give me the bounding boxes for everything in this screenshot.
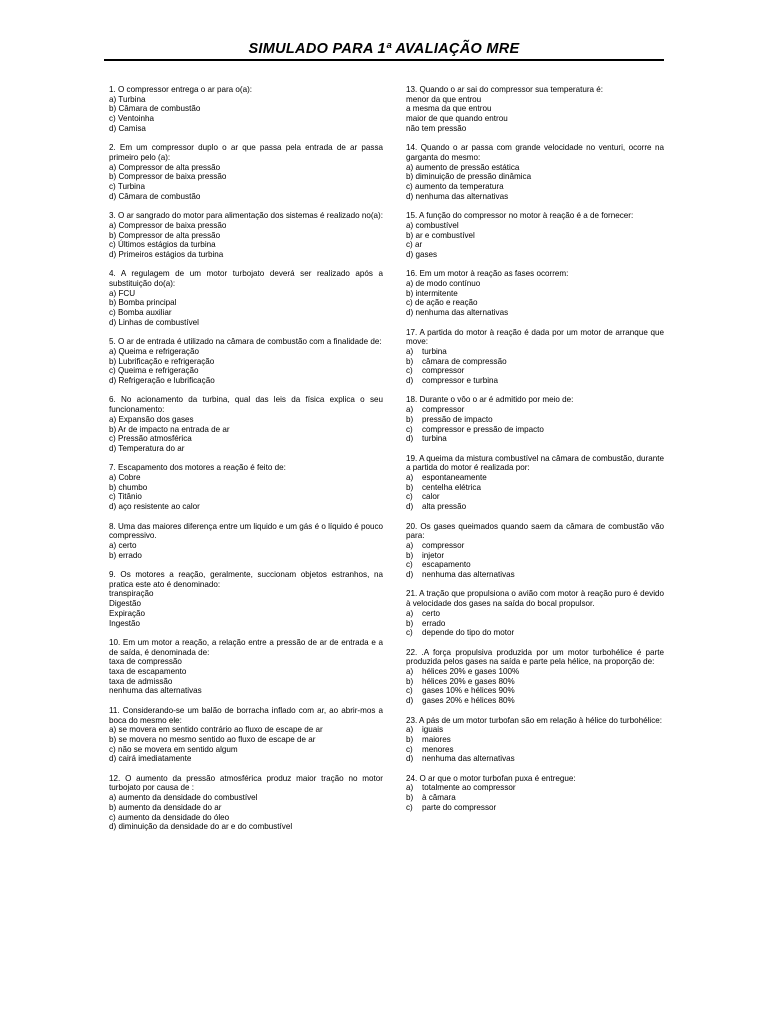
option-text: compressor <box>422 366 465 376</box>
question-block <box>406 648 664 706</box>
answer-option <box>109 114 383 124</box>
answer-option <box>406 541 664 551</box>
answer-option <box>109 318 383 328</box>
option-text: a) de modo contínuo <box>406 279 481 289</box>
answer-option <box>406 289 664 299</box>
answer-option <box>109 686 383 696</box>
question-block <box>109 638 383 696</box>
option-text: pressão de impacto <box>422 414 493 424</box>
option-text: a) Compressor de baixa pressão <box>109 220 227 230</box>
answer-option <box>406 376 664 386</box>
option-text: d) nenhuma das alternativas <box>406 308 509 318</box>
answer-option <box>406 308 664 318</box>
option-text: a) Expansão dos gases <box>109 414 194 424</box>
answer-option <box>109 434 383 444</box>
option-letter: a) <box>406 540 414 550</box>
option-text: a mesma da que entrou <box>406 104 492 114</box>
question-stem: 14. Quando o ar passa com grande velocidade no venturi, ocorre na garganta do mesmo: <box>406 143 664 162</box>
option-text: taxa de admissão <box>109 676 173 686</box>
answer-option <box>406 357 664 367</box>
answer-option <box>109 725 383 735</box>
answer-option <box>109 221 383 231</box>
answer-option <box>406 425 664 435</box>
option-letter: c) <box>406 492 413 502</box>
answer-option <box>109 104 383 114</box>
answer-option <box>109 492 383 502</box>
question-stem: 17. A partida do motor à reação é dada por um motor de arranque que move: <box>406 327 664 347</box>
option-letter: c) <box>406 366 413 376</box>
question-block <box>109 570 383 628</box>
option-letter: a) <box>406 667 414 677</box>
question-stem: 19. A queima da mistura combustível na câmara de combustão, durante a partida do motor é realizada por: <box>406 453 664 473</box>
option-text: c) ar <box>406 240 423 250</box>
answer-option <box>406 114 664 124</box>
option-text: espontaneamente <box>422 473 487 483</box>
option-letter: c) <box>406 628 413 638</box>
answer-option <box>109 541 383 551</box>
option-text: a) FCU <box>109 288 136 298</box>
option-text: maior de que quando entrou <box>406 114 508 124</box>
answer-option <box>109 735 383 745</box>
option-text: compressor e pressão de impacto <box>422 424 544 434</box>
answer-option <box>406 735 664 745</box>
option-text: câmara de compressão <box>422 356 507 366</box>
option-text: b) intermitente <box>406 288 458 298</box>
right-column <box>406 85 664 822</box>
question-stem: 12. O aumento da pressão atmosférica produz maior tração no motor turbojato por causa de : <box>109 773 383 793</box>
answer-option <box>109 240 383 250</box>
option-text: a) Cobre <box>109 473 141 483</box>
question-block <box>109 337 383 386</box>
answer-option <box>406 803 664 813</box>
option-text: b) Compressor de baixa pressão <box>109 172 227 182</box>
option-text: b) aumento da densidade do ar <box>109 802 222 812</box>
option-text: nenhuma das alternativas <box>422 570 515 580</box>
option-text: d) Temperatura do ar <box>109 443 185 453</box>
question-stem: 21. A tração que propulsiona o avião com motor à reação puro é devido à velocidade dos gases na saída do bocal propulsor. <box>406 589 664 609</box>
option-text: d) Linhas de combustível <box>109 317 199 327</box>
question-stem: 9. Os motores a reação, geralmente, succionam objetos estranhos, na pratica este ato é denominado: <box>109 570 383 589</box>
answer-option <box>109 609 383 619</box>
title-underline <box>104 59 664 61</box>
answer-option <box>406 347 664 357</box>
answer-option <box>109 357 383 367</box>
answer-option <box>109 289 383 299</box>
answer-option <box>406 279 664 289</box>
option-text: certo <box>422 608 440 618</box>
option-letter: c) <box>406 744 413 754</box>
question-block <box>109 211 383 260</box>
answer-option <box>406 182 664 192</box>
option-text: c) de ação e reação <box>406 298 478 308</box>
answer-option <box>406 240 664 250</box>
option-text: Digestão <box>109 599 141 609</box>
option-text: totalmente ao compressor <box>422 783 516 793</box>
question-stem: 11. Considerando-se um balão de borracha inflado com ar, ao abrir-mos a boca do mesmo ele: <box>109 705 383 725</box>
answer-option <box>406 366 664 376</box>
question-stem: 1. O compressor entrega o ar para o(a): <box>109 85 253 94</box>
question-block <box>406 328 664 386</box>
option-text: alta pressão <box>422 502 467 512</box>
answer-option <box>109 483 383 493</box>
option-text: b) Câmara de combustão <box>109 104 201 114</box>
option-letter: a) <box>406 346 414 356</box>
answer-option <box>406 667 664 677</box>
option-text: d) Refrigeração e lubrificação <box>109 376 215 386</box>
option-text: gases 10% e hélices 90% <box>422 686 515 696</box>
question-block <box>406 522 664 580</box>
answer-option <box>406 104 664 114</box>
answer-option <box>406 551 664 561</box>
question-block <box>109 706 383 764</box>
answer-option <box>406 502 664 512</box>
option-text: taxa de escapamento <box>109 667 187 677</box>
answer-option <box>109 551 383 561</box>
option-text: d) Camisa <box>109 123 146 133</box>
answer-option <box>109 347 383 357</box>
option-letter: b) <box>406 676 414 686</box>
question-stem: 5. O ar de entrada é utilizado na câmara de combustão com a finalidade de: <box>109 337 382 347</box>
answer-option <box>109 124 383 134</box>
answer-option <box>406 434 664 444</box>
answer-option <box>406 745 664 755</box>
option-text: b) se movera no mesmo sentido ao fluxo de escape de ar <box>109 734 316 744</box>
answer-option <box>406 231 664 241</box>
answer-option <box>109 182 383 192</box>
option-letter: d) <box>406 754 414 764</box>
option-text: c) não se movera em sentido algum <box>109 744 238 754</box>
option-letter: d) <box>406 502 414 512</box>
question-stem: 2. Em um compressor duplo o ar que passa pela entrada de ar passa primeiro pelo (a): <box>109 143 383 162</box>
question-stem: 4. A regulagem de um motor turbojato deverá ser realizado após a substituição do(a): <box>109 269 383 289</box>
option-text: nenhuma das alternativas <box>422 754 515 764</box>
question-stem: 3. O ar sangrado do motor para alimentação dos sistemas é realizado no(a): <box>109 211 383 221</box>
option-text: não tem pressão <box>406 123 467 133</box>
option-text: hélices 20% e gases 100% <box>422 667 520 677</box>
question-block <box>406 211 664 260</box>
option-text: d) aço resistente ao calor <box>109 502 200 512</box>
option-text: b) Ar de impacto na entrada de ar <box>109 424 230 434</box>
option-text: d) Câmara de combustão <box>109 191 201 201</box>
answer-option <box>109 803 383 813</box>
answer-option <box>406 570 664 580</box>
option-letter: d) <box>406 696 414 706</box>
option-letter: b) <box>406 734 414 744</box>
answer-option <box>406 492 664 502</box>
left-column <box>109 85 383 842</box>
answer-option <box>109 502 383 512</box>
answer-option <box>406 725 664 735</box>
option-text: c) Últimos estágios da turbina <box>109 240 216 250</box>
option-text: turbina <box>422 434 447 444</box>
answer-option <box>406 473 664 483</box>
question-stem: 15. A função do compressor no motor à reação é a de fornecer: <box>406 211 634 221</box>
option-letter: b) <box>406 356 414 366</box>
option-letter: b) <box>406 482 414 492</box>
option-text: c) aumento da temperatura <box>406 182 504 192</box>
question-block <box>406 85 664 134</box>
option-text: centelha elétrica <box>422 482 481 492</box>
question-stem: 24. O ar que o motor turbofan puxa é entregue: <box>406 773 576 783</box>
question-stem: 13. Quando o ar sai do compressor sua temperatura é: <box>406 85 604 94</box>
option-letter: b) <box>406 793 414 803</box>
option-text: Expiração <box>109 608 145 618</box>
option-text: d) Primeiros estágios da turbina <box>109 249 224 259</box>
option-text: injetor <box>422 550 445 560</box>
option-text: escapamento <box>422 560 471 570</box>
answer-option <box>406 192 664 202</box>
question-block <box>109 463 383 512</box>
answer-option <box>406 415 664 425</box>
answer-option <box>406 628 664 638</box>
option-letter: d) <box>406 434 414 444</box>
answer-option <box>406 163 664 173</box>
option-text: a) Compressor de alta pressão <box>109 162 221 172</box>
option-text: gases 20% e hélices 80% <box>422 696 515 706</box>
answer-option <box>109 415 383 425</box>
option-text: b) diminuição de pressão dinâmica <box>406 172 532 182</box>
answer-option <box>109 192 383 202</box>
answer-option <box>406 124 664 134</box>
answer-option <box>406 619 664 629</box>
option-text: nenhuma das alternativas <box>109 686 202 696</box>
answer-option <box>109 163 383 173</box>
answer-option <box>109 657 383 667</box>
answer-option <box>109 95 383 105</box>
option-text: transpiração <box>109 589 154 599</box>
question-block <box>406 269 664 318</box>
question-block <box>406 395 664 444</box>
option-text: d) diminuição da densidade do ar e do combustível <box>109 822 293 832</box>
question-block <box>406 589 664 638</box>
option-text: a) aumento de pressão estática <box>406 162 520 172</box>
option-text: c) Ventoinha <box>109 114 154 124</box>
option-text: maiores <box>422 734 451 744</box>
question-stem: 18. Durante o vôo o ar é admitido por meio de: <box>406 395 574 405</box>
option-text: c) aumento da densidade do óleo <box>109 812 230 822</box>
option-text: compressor <box>422 540 465 550</box>
option-text: b) errado <box>109 550 142 560</box>
option-text: hélices 20% e gases 80% <box>422 676 515 686</box>
answer-option <box>109 813 383 823</box>
answer-option <box>109 677 383 687</box>
option-letter: b) <box>406 414 414 424</box>
option-letter: d) <box>406 570 414 580</box>
option-letter: d) <box>406 376 414 386</box>
question-stem: 8. Uma das maiores diferença entre um liquido e um gás é o líquido é pouco compressivo. <box>109 521 383 541</box>
option-text: c) Queima e refrigeração <box>109 366 199 376</box>
option-text: menores <box>422 744 454 754</box>
question-block <box>109 395 383 453</box>
option-text: a) combustível <box>406 220 459 230</box>
answer-option <box>406 405 664 415</box>
option-text: a) se movera em sentido contrário ao fluxo de escape de ar <box>109 725 323 735</box>
answer-option <box>406 95 664 105</box>
answer-option <box>109 231 383 241</box>
option-text: menor da que entrou <box>406 94 482 104</box>
option-letter: c) <box>406 560 413 570</box>
answer-option <box>406 221 664 231</box>
answer-option <box>109 745 383 755</box>
option-letter: a) <box>406 405 414 415</box>
answer-option <box>109 376 383 386</box>
answer-option <box>109 366 383 376</box>
option-letter: a) <box>406 608 414 618</box>
answer-option <box>406 677 664 687</box>
answer-option <box>406 793 664 803</box>
answer-option <box>109 793 383 803</box>
answer-option <box>109 473 383 483</box>
question-stem: 7. Escapamento dos motores a reação é feito de: <box>109 463 286 473</box>
option-text: compressor e turbina <box>422 376 499 386</box>
answer-option <box>406 609 664 619</box>
answer-option <box>109 298 383 308</box>
option-text: c) Pressão atmosférica <box>109 434 192 444</box>
question-block <box>109 85 383 134</box>
answer-option <box>109 599 383 609</box>
option-text: a) aumento da densidade do combustível <box>109 793 258 803</box>
question-block <box>109 269 383 327</box>
answer-option <box>406 172 664 182</box>
question-block <box>109 522 383 561</box>
option-text: b) Compressor de alta pressão <box>109 230 221 240</box>
option-text: c) Bomba auxiliar <box>109 308 172 318</box>
answer-option <box>109 250 383 260</box>
answer-option <box>406 560 664 570</box>
option-text: c) Turbina <box>109 182 145 192</box>
option-letter: b) <box>406 618 414 628</box>
answer-option <box>406 696 664 706</box>
answer-option <box>406 298 664 308</box>
option-text: d) gases <box>406 249 438 259</box>
option-letter: c) <box>406 686 413 696</box>
option-text: calor <box>422 492 440 502</box>
answer-option <box>406 483 664 493</box>
option-text: parte do compressor <box>422 802 497 812</box>
option-text: à câmara <box>422 793 456 803</box>
option-letter: a) <box>406 473 414 483</box>
option-text: a) Queima e refrigeração <box>109 346 199 356</box>
question-block <box>406 143 664 201</box>
option-text: depende do tipo do motor <box>422 628 515 638</box>
option-letter: a) <box>406 725 414 735</box>
answer-option <box>109 425 383 435</box>
question-stem: 22. .A força propulsiva produzida por um motor turbohélice é parte produzida pelos gases na saída e parte pela hélice, na proporção de: <box>406 647 664 667</box>
option-text: errado <box>422 618 446 628</box>
option-text: b) Lubrificação e refrigeração <box>109 356 215 366</box>
option-letter: b) <box>406 550 414 560</box>
option-letter: a) <box>406 783 414 793</box>
page-title: SIMULADO PARA 1ª AVALIAÇÃO MRE <box>248 41 520 57</box>
question-stem: 6. No acionamento da turbina, qual das leis da física explica o seu funcionamento: <box>109 395 383 415</box>
option-text: b) ar e combustível <box>406 230 475 240</box>
option-text: compressor <box>422 405 465 415</box>
option-letter: c) <box>406 424 413 434</box>
option-text: a) certo <box>109 540 137 550</box>
answer-option <box>109 172 383 182</box>
answer-option <box>406 250 664 260</box>
answer-option <box>109 667 383 677</box>
answer-option <box>109 822 383 832</box>
option-text: b) Bomba principal <box>109 298 177 308</box>
option-letter: c) <box>406 802 413 812</box>
question-stem: 16. Em um motor à reação as fases ocorrem: <box>406 269 569 279</box>
question-block <box>406 716 664 765</box>
option-text: a) Turbina <box>109 94 146 104</box>
question-stem: 10. Em um motor a reação, a relação entre a pressão de ar de entrada e a de saída, é denominada de: <box>109 637 383 657</box>
question-block <box>109 143 383 201</box>
answer-option <box>109 754 383 764</box>
option-text: Ingestão <box>109 618 141 628</box>
answer-option <box>109 589 383 599</box>
question-stem: 20. Os gases queimados quando saem da câmara de combustão vão para: <box>406 521 664 541</box>
answer-option <box>406 783 664 793</box>
question-block <box>406 774 664 813</box>
question-block <box>406 454 664 512</box>
answer-option <box>406 686 664 696</box>
answer-option <box>109 444 383 454</box>
option-text: turbina <box>422 346 447 356</box>
option-text: b) chumbo <box>109 482 148 492</box>
option-text: taxa de compressão <box>109 657 182 667</box>
option-text: c) Titânio <box>109 492 142 502</box>
option-text: d) nenhuma das alternativas <box>406 191 509 201</box>
option-text: iguais <box>422 725 444 735</box>
answer-option <box>109 308 383 318</box>
answer-option <box>406 754 664 764</box>
option-text: d) cairá imediatamente <box>109 754 192 764</box>
question-block <box>109 774 383 832</box>
question-stem: 23. A pás de um motor turbofan são em relação à hélice do turbohélice: <box>406 715 663 725</box>
answer-option <box>109 619 383 629</box>
